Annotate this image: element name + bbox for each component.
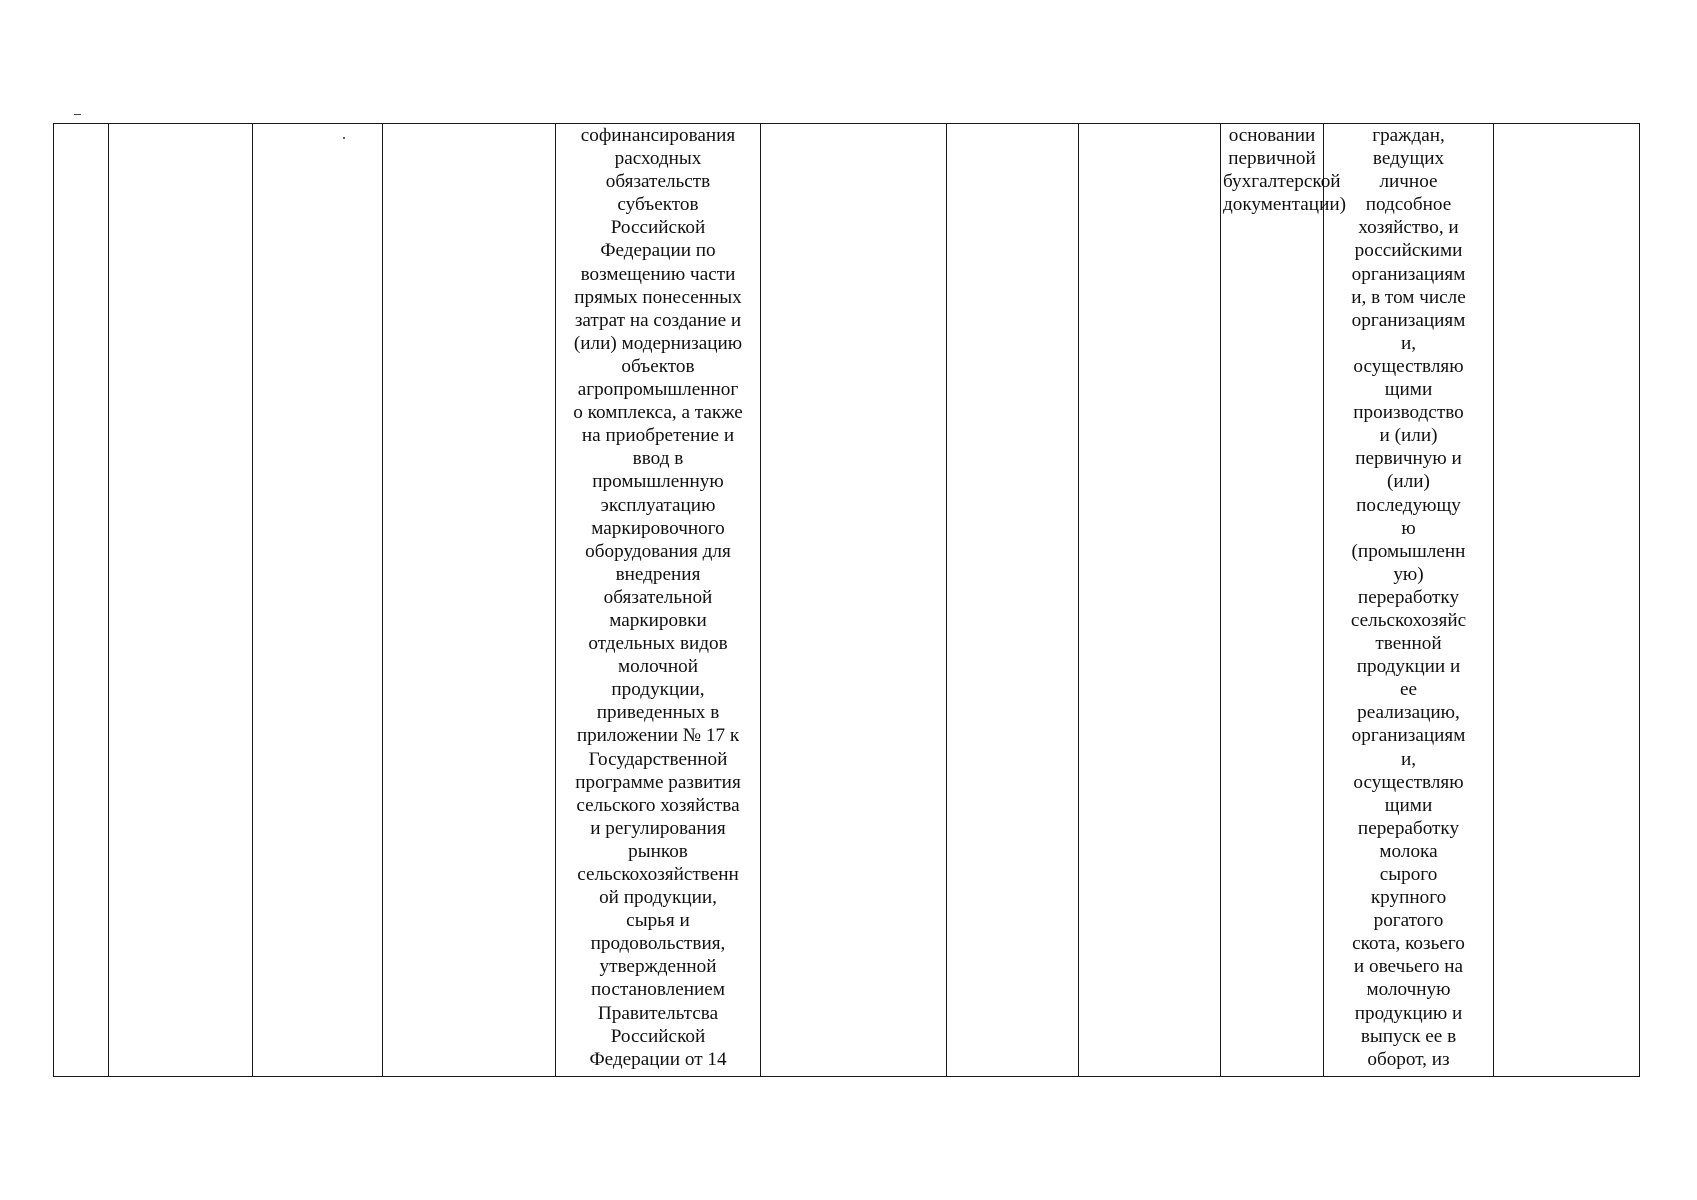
- cell-text: граждан, ведущих личное подсобное хозяйство, и российскими организациям и, в том числе организациям и, осуществляю щими производство и (или) первичную и (или) последующу ю (промышленн ую) переработку сельскохозяйс твенной продукции и ее реализацию, организациям и, осуществляю щими переработку молока сырого крупного рогатого скота, козьего и овечьего на молочную продукцию и выпуск ее в оборот, из: [1350, 125, 1467, 1070]
- cell-text: софинансирования расходных обязательств субъектов Российской Федерации по возмещению части прямых понесенных затрат на создание и (или) модернизацию объектов агропромышленног о комплекса, а также на приобретение и ввод в промышленную эксплуатацию маркировочного оборудования для внедрения обязательной маркировки отдельных видов молочной продукции, приведенных в приложении № 17 к Государственной программе развития сельского хозяйства и регулирования рынков сельскохозяйственн ой продукции, сырья и продовольствия, утвержденной постановлением Правительтсва Российской Федерации от 14: [573, 125, 743, 1070]
- cell-col-5-measure-description: [556, 124, 761, 1077]
- cell-text: основании первичной бухгалтерской документации): [1223, 125, 1347, 216]
- continuation-table: [53, 123, 1640, 1077]
- scan-mark: [74, 114, 81, 115]
- cell-col-9: [1221, 124, 1347, 1077]
- cell-col-1: [54, 124, 109, 1077]
- cell-col-11-recipients: [1494, 124, 1640, 1077]
- cell-col-10-basis: [1324, 124, 1494, 1077]
- cell-col-3: [253, 124, 383, 1077]
- cell-col-8: [1079, 124, 1221, 1077]
- cell-col-6: [761, 124, 947, 1077]
- cell-col-4: [383, 124, 556, 1077]
- cell-col-2: [109, 124, 253, 1077]
- cell-col-7: [947, 124, 1079, 1077]
- table-row: [54, 124, 1640, 1077]
